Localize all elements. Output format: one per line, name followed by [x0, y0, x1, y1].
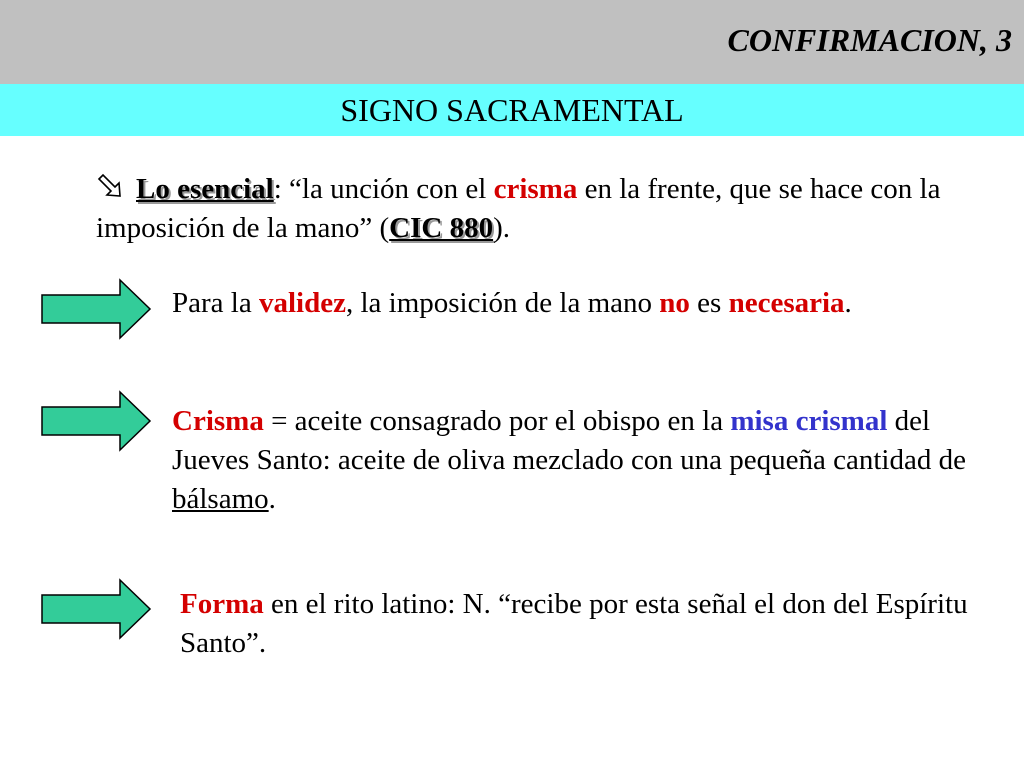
page-title: CONFIRMACION, 3 — [727, 22, 1012, 58]
misa-crismal-term: misa crismal — [730, 405, 888, 437]
point-form — [180, 585, 980, 663]
validez-term: validez — [258, 287, 346, 319]
point-crisma — [172, 402, 1002, 519]
green-arrow-icon — [40, 578, 152, 640]
section-subtitle-text: SIGNO SACRAMENTAL — [340, 92, 684, 128]
necesaria-term: necesaria — [728, 287, 845, 319]
green-arrow-icon — [40, 278, 152, 340]
balsamo-term: bálsamo — [172, 483, 269, 515]
validity-text-1: Para la — [172, 287, 259, 319]
point-essential — [96, 170, 996, 248]
forma-term: Forma — [180, 588, 264, 620]
crisma-text-3: . — [268, 483, 276, 515]
crisma-heading: Crisma — [172, 405, 264, 437]
form-text-1: en el rito latino: N. “recibe por esta señal el don del Espíritu Santo”. — [180, 588, 968, 659]
no-term: no — [659, 287, 690, 319]
validity-text-4: . — [844, 287, 852, 319]
essential-text-1: : “la unción con el — [273, 173, 494, 205]
crisma-text-2: del Jueves Santo: aceite de oliva mezclado con una pequeña cantidad de — [172, 405, 966, 476]
green-arrow-icon — [40, 390, 152, 452]
section-subtitle — [0, 92, 1024, 129]
validity-text-2: , la imposición de la mano — [345, 287, 660, 319]
hollow-arrow-down-right-icon — [96, 172, 124, 200]
validity-text-3: es — [689, 287, 729, 319]
crisma-term: crisma — [493, 173, 578, 205]
essential-label: Lo esencial — [136, 173, 274, 205]
crisma-text-1: = aceite consagrado por el obispo en la — [263, 405, 731, 437]
essential-text-3: ). — [493, 212, 510, 244]
point-validity — [172, 284, 1002, 323]
essential-text-2: en la frente, que se hace con la imposición de la mano” ( — [96, 173, 941, 244]
cic-reference: CIC 880 — [389, 212, 494, 244]
